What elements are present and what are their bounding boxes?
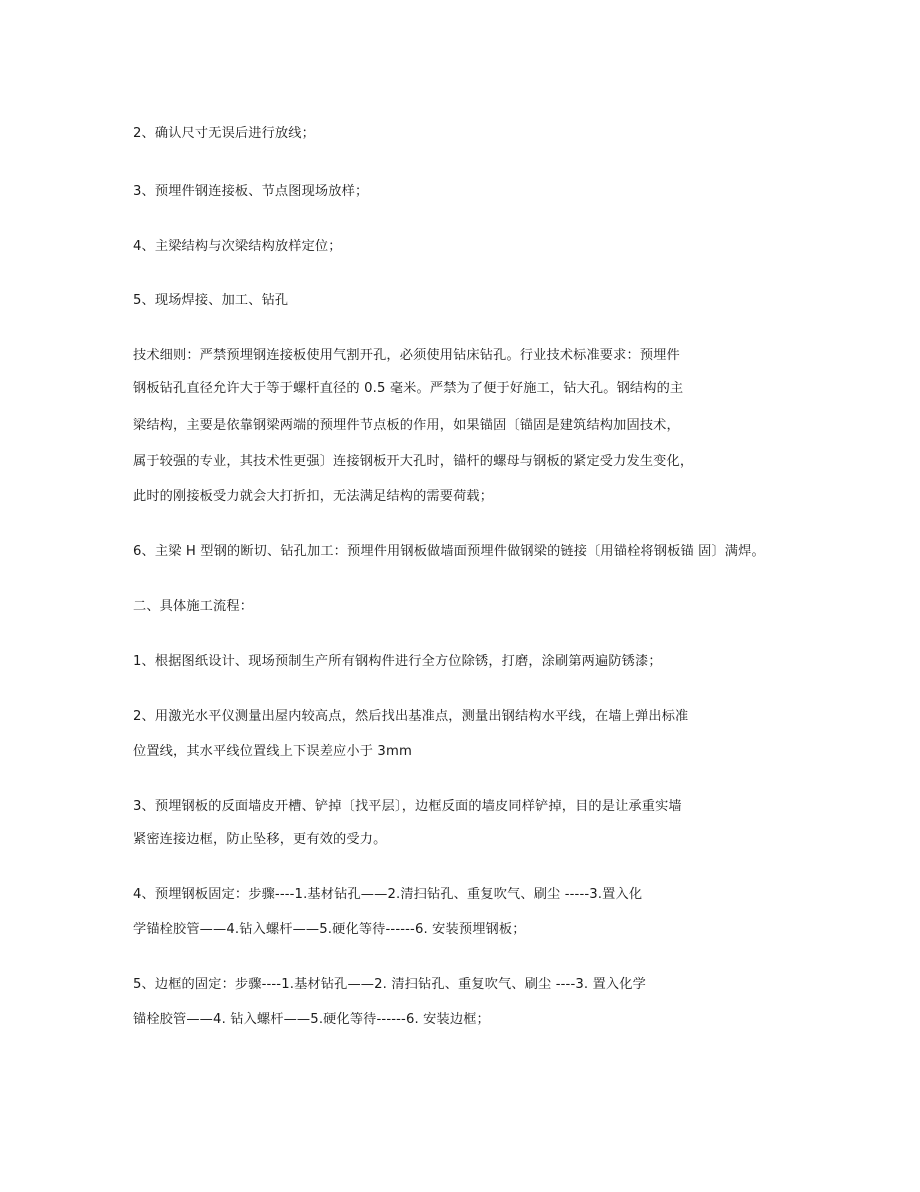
- process-step-4-line-1: 4、预埋钢板固定：步骤----1.基材钻孔——2.清扫钻孔、重复吹气、刷尘 -----3.置入化: [133, 887, 643, 902]
- technical-details-line-1: 技术细则：严禁预埋钢连接板使用气割开孔，必须使用钻床钻孔。行业技术标准要求：预埋件: [133, 348, 680, 363]
- section-heading-construction-process: 二、具体施工流程：: [133, 599, 254, 614]
- step-5-welding-drilling: 5、现场焊接、加工、钻孔: [133, 293, 289, 308]
- step-2-confirm-dimensions: 2、确认尺寸无误后进行放线；: [133, 126, 315, 141]
- process-step-5-line-2: 锚栓胶管——4. 钻入螺杆——5.硬化等待------6. 安装边框；: [133, 1012, 490, 1027]
- technical-details-line-3: 梁结构，主要是依靠钢梁两端的预埋件节点板的作用，如果锚固〔锚固是建筑结构加固技术，: [133, 418, 680, 433]
- process-step-3-line-1: 3、预埋钢板的反面墙皮开槽、铲掉〔找平层〕，边框反面的墙皮同样铲掉，目的是让承重实墙: [133, 799, 682, 814]
- process-step-5-line-1: 5、边框的固定：步骤----1.基材钻孔——2. 清扫钻孔、重复吹气、刷尘 ----3. 置入化学: [133, 977, 646, 992]
- process-step-2-line-1: 2、用激光水平仪测量出屋内较高点，然后找出基准点，测量出钢结构水平线，在墙上弹出标准: [133, 709, 689, 724]
- process-step-1: 1、根据图纸设计、现场预制生产所有钢构件进行全方位除锈，打磨，涂刷第两遍防锈漆；: [133, 654, 662, 669]
- process-step-4-line-2: 学锚栓胶管——4.钻入螺杆——5.硬化等待------6. 安装预埋钢板；: [133, 922, 526, 937]
- process-step-2-line-2: 位置线，其水平线位置线上下误差应小于 3mm: [133, 744, 412, 759]
- technical-details-line-2: 钢板钻孔直径允许大于等于螺杆直径的 0.5 毫米。严禁为了便于好施工，钻大孔。钢结构的主: [133, 381, 684, 396]
- step-3-embedded-plate-layout: 3、预埋件钢连接板、节点图现场放样；: [133, 184, 369, 199]
- technical-details-line-5: 此时的刚接板受力就会大打折扣，无法满足结构的需要荷载；: [133, 489, 494, 504]
- technical-details-line-4: 属于较强的专业，其技术性更强〕连接钢板开大孔时，锚杆的螺母与钢板的紧定受力发生变化，: [133, 454, 694, 469]
- step-4-beam-layout: 4、主梁结构与次梁结构放样定位；: [133, 239, 342, 254]
- step-6-h-beam-cutting: 6、主梁 H 型钢的断切、钻孔加工：预埋件用钢板做墙面预埋件做钢梁的链接〔用锚栓将钢板锚 固〕满焊。: [133, 544, 765, 559]
- process-step-3-line-2: 紧密连接边框，防止坠移，更有效的受力。: [133, 832, 387, 847]
